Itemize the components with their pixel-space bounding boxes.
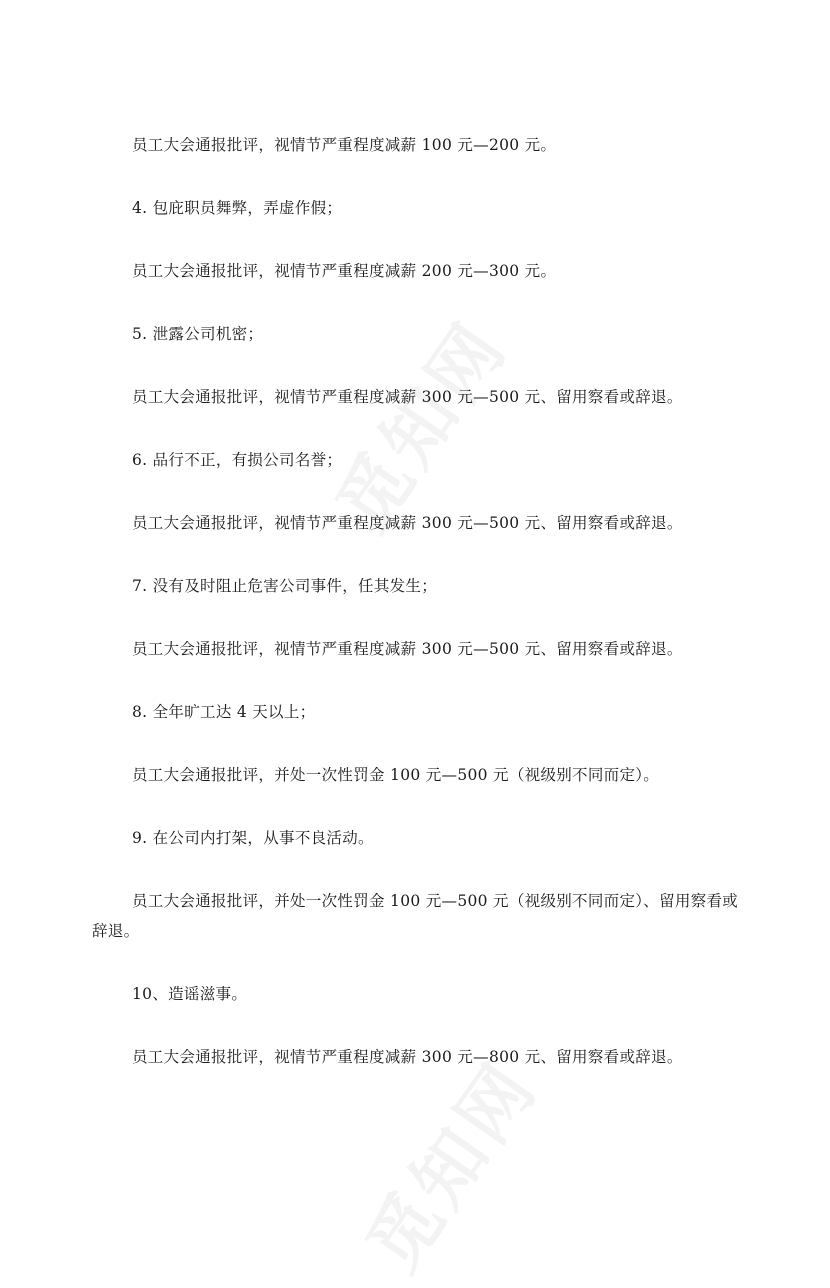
- rule-item-9: 9. 在公司内打架，从事不良活动。: [132, 829, 374, 847]
- penalty-paragraph: 员工大会通报批评，并处一次性罚金 100 元—500 元（视级别不同而定）。: [132, 766, 660, 784]
- watermark: [337, 1036, 556, 1287]
- document-body: [92, 130, 740, 1072]
- rule-item-10: 10、造谣滋事。: [132, 985, 248, 1003]
- rule-item-5: 5. 泄露公司机密；: [132, 325, 264, 343]
- penalty-paragraph: 员工大会通报批评，视情节严重程度减薪 200 元—300 元。: [132, 262, 557, 280]
- rule-item-8: 8. 全年旷工达 4 天以上；: [132, 703, 316, 721]
- penalty-paragraph: 员工大会通报批评，视情节严重程度减薪 300 元—500 元、留用察看或辞退。: [132, 388, 683, 406]
- penalty-paragraph: 员工大会通报批评，视情节严重程度减薪 300 元—500 元、留用察看或辞退。: [132, 640, 683, 658]
- rule-item-7: 7. 没有及时阻止危害公司事件，任其发生；: [132, 577, 438, 595]
- rule-item-4: 4. 包庇职员舞弊，弄虚作假；: [132, 199, 343, 217]
- rule-item-6: 6. 品行不正，有损公司名誉；: [132, 451, 343, 469]
- penalty-paragraph: 员工大会通报批评，视情节严重程度减薪 300 元—500 元、留用察看或辞退。: [132, 514, 683, 532]
- penalty-paragraph: 员工大会通报批评，并处一次性罚金 100 元—500 元（视级别不同而定）、留用察看或辞退。: [92, 892, 739, 940]
- penalty-paragraph: 员工大会通报批评，视情节严重程度减薪 300 元—800 元、留用察看或辞退。: [132, 1048, 683, 1066]
- penalty-paragraph: 员工大会通报批评，视情节严重程度减薪 100 元—200 元。: [132, 136, 557, 154]
